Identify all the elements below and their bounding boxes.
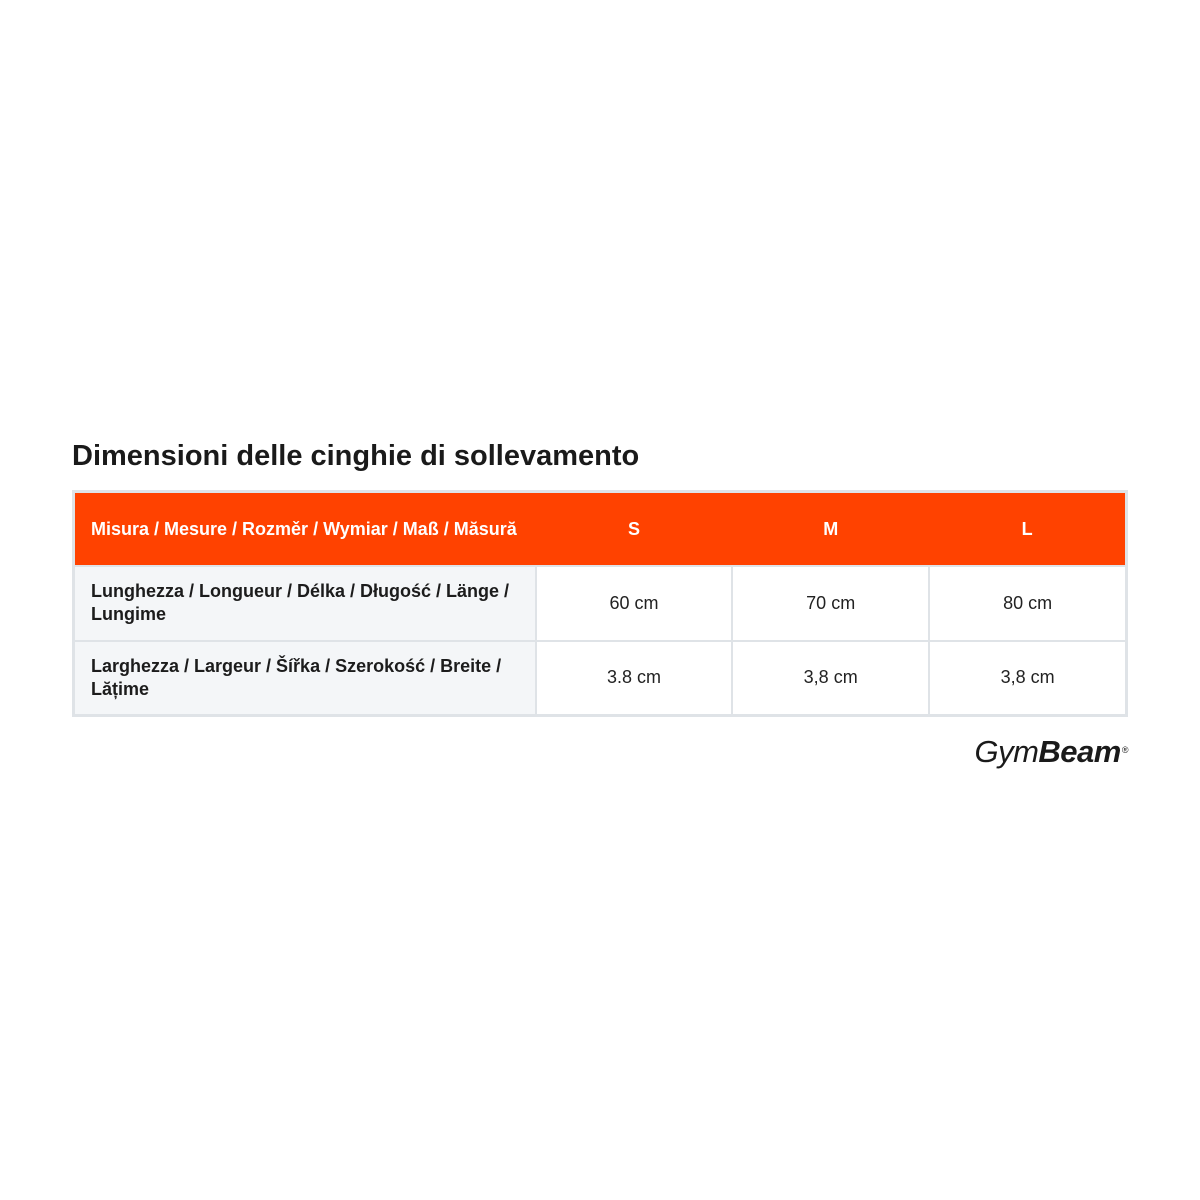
logo-part-beam: Beam bbox=[1038, 734, 1121, 769]
column-header-size-s: S bbox=[536, 492, 732, 566]
length-value-m: 70 cm bbox=[732, 566, 929, 641]
length-value-l: 80 cm bbox=[929, 566, 1126, 641]
length-value-s: 60 cm bbox=[536, 566, 732, 641]
brand-logo bbox=[974, 734, 1128, 774]
table-row-length bbox=[74, 566, 1127, 641]
row-label-length: Lunghezza / Longueur / Délka / Długość / Länge / Lungime bbox=[74, 566, 536, 641]
column-header-size-l: L bbox=[929, 492, 1126, 566]
size-chart bbox=[72, 434, 1128, 769]
width-value-l: 3,8 cm bbox=[929, 641, 1126, 716]
size-table bbox=[72, 490, 1128, 717]
table-header-row bbox=[74, 492, 1127, 566]
logo-part-gym: Gym bbox=[974, 734, 1039, 769]
page-title: Dimensioni delle cinghie di sollevamento bbox=[72, 440, 640, 472]
gymbeam-logo bbox=[974, 734, 1128, 770]
column-header-measure: Misura / Mesure / Rozměr / Wymiar / Maß / Măsură bbox=[74, 492, 536, 566]
width-value-s: 3.8 cm bbox=[536, 641, 732, 716]
registered-mark: ® bbox=[1121, 745, 1128, 755]
row-label-width: Larghezza / Largeur / Šířka / Szerokość / Breite / Lățime bbox=[74, 641, 536, 716]
table-row-width bbox=[74, 641, 1127, 716]
width-value-m: 3,8 cm bbox=[732, 641, 929, 716]
column-header-size-m: M bbox=[732, 492, 929, 566]
